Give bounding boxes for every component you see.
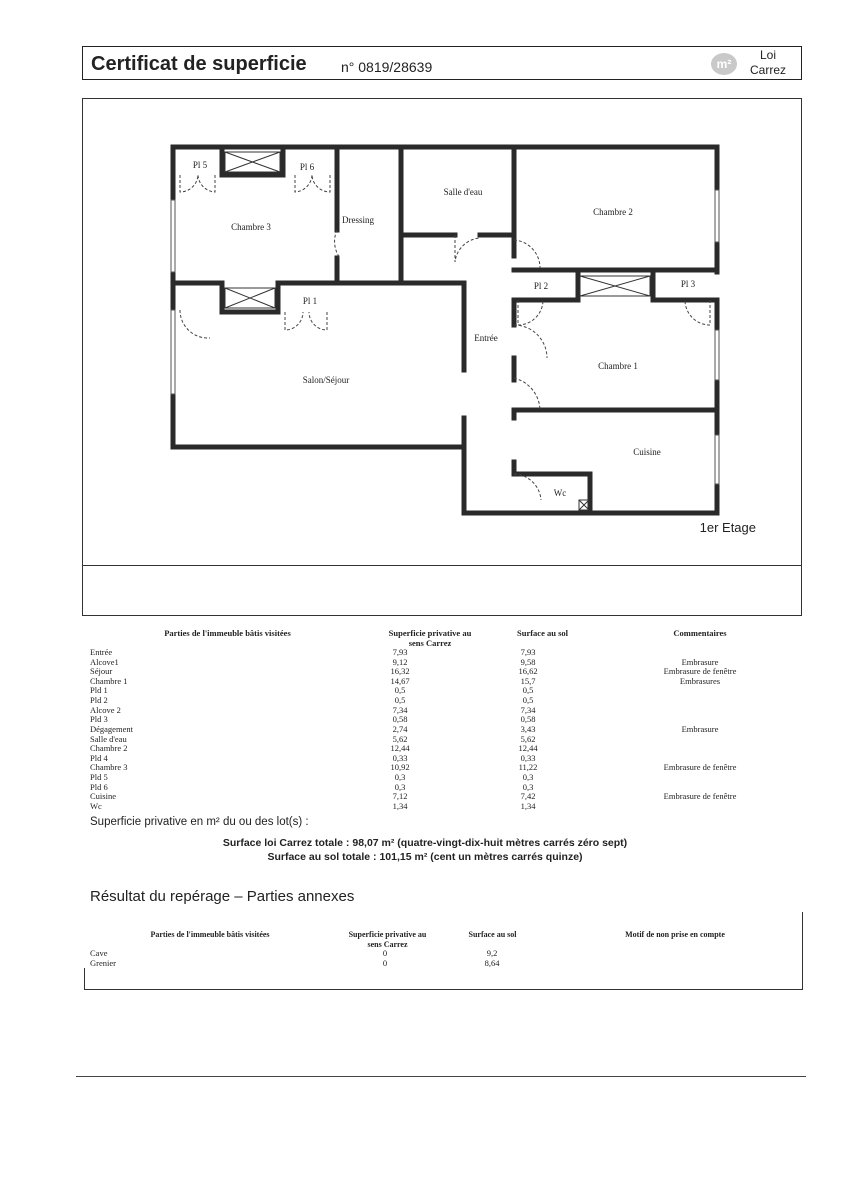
sol-value: 15,7 [520,675,536,686]
carrez-value: 0,58 [392,714,408,725]
certificate-title: Certificat de superficie [91,53,307,75]
sol-total: Surface au sol totale : 101,15 m² (cent un mètres carrés quinze) [267,851,583,863]
comment: Embrasure de fenêtre [663,762,737,773]
comment: Embrasures [679,675,721,686]
table-row [90,791,790,801]
annex-header-carrez-line-1: Superficie privative au [348,930,427,939]
room-name: Pld 3 [90,714,108,725]
label-chambre2: Chambre 2 [593,207,633,217]
table-row [90,801,790,811]
closet-left-cross [225,288,275,308]
label-salon: Salon/Séjour [302,375,350,385]
table-row [90,743,790,753]
floor-label: 1er Etage [699,520,756,535]
carrez-value: 12,44 [390,743,410,754]
sol-value: 12,44 [518,743,538,754]
room-name: Chambre 3 [90,762,128,773]
window-chambre3 [171,200,175,272]
room-name: Alcove 2 [90,704,121,715]
annex-sol-value: 8,64 [484,957,500,968]
table-row [90,676,790,686]
room-name: Pld 5 [90,772,108,783]
room-name: Entrée [90,647,113,657]
carrez-value: 14,67 [390,675,410,686]
sol-value: 5,62 [520,733,536,744]
room-name: Chambre 1 [90,675,128,686]
certificate-number: n° 0819/28639 [341,59,433,75]
label-pl1: Pl 1 [302,296,318,306]
room-name: Pld 1 [90,685,108,696]
carrez-value: 1,34 [392,800,408,811]
sol-value: 0,5 [522,685,534,696]
annex-row [90,958,790,968]
label-wc: Wc [553,488,567,498]
label-pl3: Pl 3 [680,279,696,289]
room-name: Pld 6 [90,781,108,792]
table-row [90,666,790,676]
sol-value: 9,58 [520,656,536,667]
label-pl5: Pl 5 [192,160,208,170]
sol-value: 0,3 [522,781,534,792]
door-chambre2 [514,240,540,268]
window-chambre1 [715,330,719,380]
sol-value: 16,62 [518,666,538,677]
footer-divider [76,1076,806,1077]
door-pl5 [180,175,215,192]
sol-value: 0,3 [522,772,534,783]
room-name: Pld 4 [90,752,108,763]
header-carrez-line-2: sens Carrez [408,638,452,648]
floor-plan-walls [173,147,717,513]
header-sol: Surface au sol [517,628,568,638]
window-cuisine [715,435,719,484]
sol-value: 0,5 [522,695,534,706]
sol-value: 0,33 [520,752,536,763]
door-pl6 [295,175,330,192]
annex-title: Résultat du repérage – Parties annexes [90,888,355,905]
sol-value: 0,58 [520,714,536,725]
header-carrez [370,628,490,648]
label-entree: Entrée [474,333,498,343]
carrez-value: 9,12 [392,656,408,667]
door-closet-left [285,312,327,330]
door-chambre1 [514,325,547,358]
room-name: Séjour [90,666,113,677]
window-chambre2 [715,190,719,242]
door-wc [514,474,541,500]
annex-carrez-value: 0 [382,948,388,958]
annex-header-sol: Surface au sol [468,930,517,939]
table-row [90,724,790,734]
label-chambre1: Chambre 1 [598,361,638,371]
annex-header-reason: Motif de non prise en compte [625,930,725,939]
label-chambre3: Chambre 3 [231,222,271,232]
sol-value: 7,34 [520,704,536,715]
annex-header-carrez [330,930,445,950]
table-row [90,782,790,792]
comment: Embrasure [681,656,719,667]
room-name: Cuisine [90,791,116,802]
sol-value: 7,42 [520,791,536,802]
sol-value: 3,43 [520,723,536,734]
sol-value: 7,93 [520,647,536,657]
door-dressing [335,230,340,258]
table-row [90,647,790,657]
carrez-total: Surface loi Carrez totale : 98,07 m² (quatre-vingt-dix-huit mètres carrés zéro sept) [222,837,628,849]
table-row [90,685,790,695]
label-salle-eau: Salle d'eau [443,187,483,197]
door-pl3 [685,300,710,325]
window-salon [171,310,175,394]
sol-value: 11,22 [518,762,538,773]
carrez-value: 0,3 [394,781,406,792]
table-row [90,705,790,715]
privative-label: Superficie privative en m² du ou des lot(s) : [90,816,309,828]
comment: Embrasure de fenêtre [663,791,737,802]
label-pl6: Pl 6 [299,162,315,172]
annex-frame-left [84,968,85,990]
sol-value: 1,34 [520,800,536,811]
label-cuisine: Cuisine [633,447,661,457]
table-row [90,734,790,744]
table-row [90,753,790,763]
annex-name: Grenier [90,957,116,968]
table-row [90,762,790,772]
floor-plan-closets [225,152,650,510]
carrez-value: 7,93 [392,647,408,657]
label-pl2: Pl 2 [533,281,549,291]
annex-frame-bottom [84,989,803,990]
table-row [90,657,790,667]
carrez-value: 0,33 [392,752,408,763]
table-row [90,714,790,724]
comment: Embrasure de fenêtre [663,666,737,677]
room-name: Salle d'eau [90,733,127,744]
logo-label-line-2: Carrez [749,63,786,77]
table-row [90,772,790,782]
carrez-value: 5,62 [392,733,408,744]
closet-right-cross [580,276,650,296]
carrez-value: 2,74 [392,723,408,734]
carrez-value: 0,5 [394,695,406,706]
room-name: Chambre 2 [90,743,128,754]
carrez-value: 10,92 [390,762,410,773]
annex-header-carrez-line-2: sens Carrez [367,940,408,949]
label-dressing: Dressing [342,215,374,225]
carrez-value: 16,32 [390,666,410,677]
carrez-value: 0,5 [394,685,406,696]
door-salle-eau [455,235,480,262]
room-name: Dégagement [90,723,133,734]
table-row [90,695,790,705]
carrez-value: 7,12 [392,791,408,802]
room-name: Pld 2 [90,695,108,706]
carrez-value: 0,3 [394,772,406,783]
logo-label-line-1: Loi [759,48,776,62]
annex-carrez-value: 0 [382,957,388,968]
annex-header-parts: Parties de l'immeuble bâtis visitées [150,930,270,939]
closet-top-cross [225,152,280,172]
loi-carrez-logo-icon: m² [711,53,737,75]
door-pl2 [518,300,543,325]
comment: Embrasure [681,723,719,734]
annex-frame-right [802,912,803,990]
room-name: Wc [90,800,102,811]
header-carrez-line-1: Superficie privative au [388,628,472,638]
door-pl1 [180,310,210,338]
header-parts: Parties de l'immeuble bâtis visitées [164,628,291,638]
carrez-value: 7,34 [392,704,408,715]
annex-row [90,948,790,958]
header-comments: Commentaires [673,628,727,638]
room-name: Alcove1 [90,656,119,667]
door-cuisine [514,378,540,410]
annex-sol-value: 9,2 [486,948,498,958]
annex-name: Cave [90,948,108,958]
